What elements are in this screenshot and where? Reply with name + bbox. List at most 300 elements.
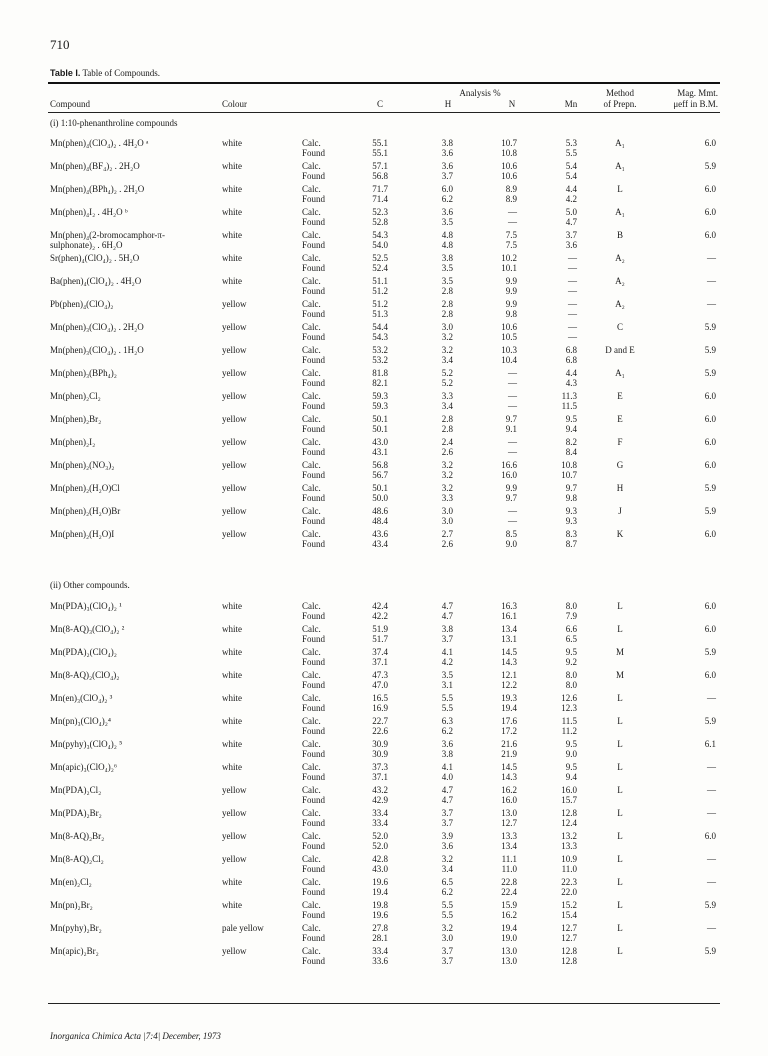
colour-cell: white — [222, 693, 242, 703]
nitrogen-calc: 9.7 — [505, 414, 517, 424]
nitrogen-calc: — — [508, 391, 517, 401]
carbon-found: 33.4 — [372, 818, 388, 828]
method-cell: M — [615, 647, 624, 657]
table-row — [0, 647, 768, 669]
carbon-calc: 43.0 — [372, 437, 388, 447]
manganese-calc: 11.5 — [561, 716, 577, 726]
hydrogen-calc: 2.4 — [441, 437, 453, 447]
nitrogen-calc: 8.9 — [505, 184, 517, 194]
carbon-calc: 54.3 — [372, 230, 388, 240]
header-method-line1: Method — [606, 88, 634, 98]
hydrogen-found: 3.7 — [441, 956, 453, 966]
colour-cell: yellow — [222, 483, 247, 493]
carbon-calc: 50.1 — [372, 414, 388, 424]
found-label: Found — [302, 864, 326, 874]
nitrogen-calc: 12.1 — [501, 670, 517, 680]
found-label: Found — [302, 355, 326, 365]
nitrogen-calc: 13.3 — [501, 831, 517, 841]
nitrogen-calc: — — [508, 207, 517, 217]
found-label: Found — [302, 332, 326, 342]
nitrogen-calc: 19.4 — [501, 923, 517, 933]
magnetic-moment-cell: — — [707, 808, 716, 818]
header-colour: Colour — [222, 99, 248, 109]
carbon-calc: 50.1 — [372, 483, 388, 493]
manganese-calc: 15.2 — [561, 900, 577, 910]
method-cell: L — [617, 716, 623, 726]
manganese-found: 11.5 — [561, 401, 577, 411]
manganese-calc: 9.3 — [565, 506, 577, 516]
nitrogen-found: 12.7 — [501, 818, 517, 828]
calc-label: Calc. — [302, 854, 321, 864]
table-row — [0, 253, 768, 275]
calc-label: Calc. — [302, 184, 321, 194]
hydrogen-found: 2.6 — [441, 447, 453, 457]
header-n: N — [508, 99, 516, 109]
table-row — [0, 138, 768, 160]
method-cell: L — [617, 762, 623, 772]
colour-cell: yellow — [222, 854, 247, 864]
carbon-found: 28.1 — [372, 933, 388, 943]
manganese-calc: — — [568, 253, 577, 263]
section-title-other: (ii) Other compounds. — [50, 580, 130, 590]
found-label: Found — [302, 726, 326, 736]
nitrogen-calc: 9.9 — [505, 483, 517, 493]
method-cell: A₁ — [615, 207, 625, 217]
nitrogen-found: 7.5 — [505, 240, 517, 250]
colour-cell: pale yellow — [222, 923, 264, 933]
manganese-calc: 12.8 — [561, 946, 577, 956]
nitrogen-found: 12.2 — [501, 680, 517, 690]
found-label: Found — [302, 148, 326, 158]
nitrogen-calc: — — [508, 368, 517, 378]
magnetic-moment-cell: 5.9 — [704, 322, 716, 332]
manganese-calc: 10.8 — [561, 460, 577, 470]
calc-label: Calc. — [302, 647, 321, 657]
manganese-found: 4.3 — [565, 378, 577, 388]
compound-name: Mn(pyhy)₂Br₂ — [50, 923, 102, 933]
hydrogen-found: 3.2 — [441, 470, 453, 480]
calc-label: Calc. — [302, 253, 321, 263]
hydrogen-calc: 3.6 — [441, 207, 453, 217]
found-label: Found — [302, 286, 326, 296]
manganese-calc: 8.2 — [565, 437, 577, 447]
carbon-found: 16.9 — [372, 703, 388, 713]
calc-label: Calc. — [302, 529, 321, 539]
carbon-found: 51.2 — [372, 286, 388, 296]
nitrogen-found: 9.8 — [505, 309, 517, 319]
carbon-found: 54.3 — [372, 332, 388, 342]
method-cell: H — [616, 483, 624, 493]
calc-label: Calc. — [302, 460, 321, 470]
carbon-calc: 42.4 — [372, 601, 388, 611]
header-h: H — [444, 99, 452, 109]
hydrogen-found: 2.8 — [441, 309, 453, 319]
calc-label: Calc. — [302, 322, 321, 332]
carbon-calc: 47.3 — [372, 670, 388, 680]
compound-name: Mn(phen)₃(ClO₄)₂ . 2H₂O — [50, 322, 144, 332]
table-row — [0, 276, 768, 298]
compound-name: Mn(8-AQ)₂Br₂ — [50, 831, 105, 841]
colour-cell: white — [222, 670, 242, 680]
manganese-found: 12.8 — [561, 956, 577, 966]
hydrogen-calc: 6.0 — [441, 184, 453, 194]
magnetic-moment-cell: — — [707, 762, 716, 772]
header-c: C — [376, 99, 383, 109]
nitrogen-found: 10.4 — [501, 355, 517, 365]
hydrogen-found: 4.0 — [441, 772, 453, 782]
magnetic-moment-cell: 6.0 — [704, 670, 716, 680]
nitrogen-calc: 10.2 — [501, 253, 517, 263]
hydrogen-found: 3.4 — [441, 355, 453, 365]
hydrogen-found: 3.2 — [441, 332, 453, 342]
colour-cell: white — [222, 624, 242, 634]
table-row — [0, 739, 768, 761]
manganese-found: — — [568, 286, 577, 296]
compound-name: Mn(8-AQ)₃(ClO₄)₂ ² — [50, 624, 125, 634]
found-label: Found — [302, 309, 326, 319]
table-row — [0, 601, 768, 623]
compound-name: Mn(PDA)₃(ClO₄)₂ ¹ — [50, 601, 122, 611]
manganese-calc: 13.2 — [561, 831, 577, 841]
nitrogen-calc: 14.5 — [501, 647, 517, 657]
method-cell: L — [617, 785, 623, 795]
manganese-found: — — [568, 263, 577, 273]
hydrogen-found: 3.5 — [441, 217, 453, 227]
nitrogen-found: 16.1 — [501, 611, 517, 621]
carbon-calc: 51.9 — [372, 624, 388, 634]
found-label: Found — [302, 749, 326, 759]
hydrogen-calc: 3.9 — [441, 831, 453, 841]
colour-cell: yellow — [222, 437, 247, 447]
hydrogen-found: 4.7 — [441, 611, 453, 621]
calc-label: Calc. — [302, 506, 321, 516]
carbon-found: 37.1 — [372, 772, 388, 782]
method-cell: A₁ — [615, 161, 625, 171]
hydrogen-calc: 6.3 — [441, 716, 453, 726]
manganese-calc: 6.6 — [565, 624, 577, 634]
nitrogen-found: 11.0 — [501, 864, 517, 874]
table-row — [0, 716, 768, 738]
found-label: Found — [302, 611, 326, 621]
hydrogen-calc: 3.2 — [441, 345, 453, 355]
manganese-calc: 6.8 — [565, 345, 577, 355]
carbon-calc: 27.8 — [372, 923, 388, 933]
method-cell: G — [616, 460, 624, 470]
hydrogen-found: 3.7 — [441, 818, 453, 828]
carbon-found: 53.2 — [372, 355, 388, 365]
colour-cell: yellow — [222, 414, 247, 424]
carbon-calc: 59.3 — [372, 391, 388, 401]
table-row — [0, 946, 768, 968]
carbon-calc: 37.4 — [372, 647, 388, 657]
table-row — [0, 483, 768, 505]
table-row — [0, 368, 768, 390]
manganese-found: 9.4 — [565, 772, 577, 782]
table-caption — [50, 68, 160, 78]
method-cell: D and E — [605, 345, 635, 355]
hydrogen-calc: 4.1 — [441, 762, 453, 772]
hydrogen-found: 5.5 — [441, 910, 453, 920]
calc-label: Calc. — [302, 601, 321, 611]
manganese-calc: 9.5 — [565, 762, 577, 772]
manganese-calc: 8.0 — [565, 670, 577, 680]
nitrogen-calc: 10.7 — [501, 138, 517, 148]
manganese-found: 9.4 — [565, 424, 577, 434]
journal-footer: Inorganica Chimica Acta |7:4| December, 1973 — [50, 1031, 221, 1041]
carbon-found: 43.1 — [372, 447, 388, 457]
hydrogen-found: 3.6 — [441, 841, 453, 851]
hydrogen-calc: 4.8 — [441, 230, 453, 240]
colour-cell: white — [222, 877, 242, 887]
calc-label: Calc. — [302, 831, 321, 841]
method-cell: J — [618, 506, 622, 516]
carbon-found: 52.4 — [372, 263, 388, 273]
hydrogen-calc: 5.2 — [441, 368, 453, 378]
calc-label: Calc. — [302, 207, 321, 217]
manganese-calc: 22.3 — [561, 877, 577, 887]
method-cell: A₁ — [615, 368, 625, 378]
manganese-found: 7.9 — [565, 611, 577, 621]
hydrogen-calc: 5.5 — [441, 900, 453, 910]
section-title-phenanthroline: (i) 1:10-phenanthroline compounds — [50, 118, 178, 128]
table-row — [0, 437, 768, 459]
carbon-found: 22.6 — [372, 726, 388, 736]
manganese-found: 10.7 — [561, 470, 577, 480]
method-cell: K — [616, 529, 624, 539]
compound-name: Mn(apic)₂Br₂ — [50, 946, 99, 956]
carbon-found: 56.7 — [372, 470, 388, 480]
colour-cell: yellow — [222, 322, 247, 332]
nitrogen-found: 10.8 — [501, 148, 517, 158]
nitrogen-calc: 21.6 — [501, 739, 517, 749]
table-row — [0, 831, 768, 853]
calc-label: Calc. — [302, 877, 321, 887]
calc-label: Calc. — [302, 368, 321, 378]
nitrogen-calc: 16.2 — [501, 785, 517, 795]
magnetic-moment-cell: — — [707, 923, 716, 933]
nitrogen-found: 19.4 — [501, 703, 517, 713]
magnetic-moment-cell: — — [707, 253, 716, 263]
table-label: Table I. — [50, 68, 81, 78]
method-cell: A₂ — [615, 299, 625, 309]
carbon-found: 37.1 — [372, 657, 388, 667]
carbon-found: 82.1 — [372, 378, 388, 388]
hydrogen-found: 5.2 — [441, 378, 453, 388]
carbon-calc: 30.9 — [372, 739, 388, 749]
hydrogen-calc: 6.5 — [441, 877, 453, 887]
magnetic-moment-cell: 6.0 — [704, 138, 716, 148]
magnetic-moment-cell: 5.9 — [704, 483, 716, 493]
nitrogen-calc: — — [508, 437, 517, 447]
method-cell: L — [617, 693, 623, 703]
colour-cell: white — [222, 716, 242, 726]
magnetic-moment-cell: 5.9 — [704, 946, 716, 956]
magnetic-moment-cell: 5.9 — [704, 506, 716, 516]
manganese-found: 9.0 — [565, 749, 577, 759]
hydrogen-calc: 3.3 — [441, 391, 453, 401]
found-label: Found — [302, 956, 326, 966]
found-label: Found — [302, 194, 326, 204]
nitrogen-found: 9.9 — [505, 286, 517, 296]
carbon-found: 33.6 — [372, 956, 388, 966]
hydrogen-found: 6.2 — [441, 887, 453, 897]
method-cell: L — [617, 923, 623, 933]
found-label: Found — [302, 841, 326, 851]
header-rule — [48, 112, 720, 113]
calc-label: Calc. — [302, 762, 321, 772]
manganese-calc: — — [568, 322, 577, 332]
table-row — [0, 299, 768, 321]
nitrogen-found: 14.3 — [501, 657, 517, 667]
hydrogen-calc: 3.5 — [441, 276, 453, 286]
carbon-calc: 33.4 — [372, 808, 388, 818]
colour-cell: yellow — [222, 368, 247, 378]
nitrogen-found: — — [508, 401, 517, 411]
carbon-calc: 57.1 — [372, 161, 388, 171]
compound-name: Mn(PDA)₂Br₂ — [50, 808, 102, 818]
manganese-calc: — — [568, 299, 577, 309]
found-label: Found — [302, 447, 326, 457]
found-label: Found — [302, 887, 326, 897]
header-mag-line2: μeff in B.M. — [673, 99, 718, 109]
hydrogen-calc: 2.7 — [441, 529, 453, 539]
hydrogen-calc: 3.6 — [441, 739, 453, 749]
table-caption-text: Table of Compounds. — [82, 68, 161, 78]
found-label: Found — [302, 217, 326, 227]
table-row — [0, 785, 768, 807]
compound-name: Sr(phen)₄(ClO₄)₂ . 5H₂O — [50, 253, 140, 263]
carbon-calc: 56.8 — [372, 460, 388, 470]
hydrogen-found: 3.0 — [441, 933, 453, 943]
magnetic-moment-cell: 6.0 — [704, 391, 716, 401]
hydrogen-calc: 3.2 — [441, 923, 453, 933]
magnetic-moment-cell: 6.0 — [704, 624, 716, 634]
colour-cell: yellow — [222, 345, 247, 355]
colour-cell: yellow — [222, 808, 247, 818]
colour-cell: white — [222, 900, 242, 910]
nitrogen-calc: 17.6 — [501, 716, 517, 726]
hydrogen-found: 3.4 — [441, 401, 453, 411]
found-label: Found — [302, 933, 326, 943]
found-label: Found — [302, 680, 326, 690]
calc-label: Calc. — [302, 414, 321, 424]
hydrogen-found: 3.8 — [441, 749, 453, 759]
hydrogen-found: 2.6 — [441, 539, 453, 549]
compound-name-line2: sulphonate)₂ . 6H₂O — [50, 240, 123, 250]
magnetic-moment-cell: 6.0 — [704, 529, 716, 539]
colour-cell: white — [222, 762, 242, 772]
manganese-found: 15.7 — [561, 795, 577, 805]
nitrogen-found: 21.9 — [501, 749, 517, 759]
nitrogen-found: — — [508, 378, 517, 388]
magnetic-moment-cell: — — [707, 877, 716, 887]
manganese-found: 8.4 — [565, 447, 577, 457]
hydrogen-found: 4.2 — [441, 657, 453, 667]
nitrogen-found: 14.3 — [501, 772, 517, 782]
calc-label: Calc. — [302, 670, 321, 680]
carbon-calc: 37.3 — [372, 762, 388, 772]
hydrogen-found: 3.3 — [441, 493, 453, 503]
table-row — [0, 230, 768, 252]
compound-name: Mn(PDA)₂(ClO₄)₂ — [50, 647, 117, 657]
magnetic-moment-cell: — — [707, 785, 716, 795]
method-cell: A₂ — [615, 276, 625, 286]
nitrogen-found: — — [508, 217, 517, 227]
nitrogen-calc: 15.9 — [501, 900, 517, 910]
colour-cell: white — [222, 647, 242, 657]
compound-name: Mn(phen)₃(ClO₄)₂ . 1H₂O — [50, 345, 144, 355]
carbon-found: 42.9 — [372, 795, 388, 805]
carbon-found: 54.0 — [372, 240, 388, 250]
compound-name: Mn(pn)₂Br₂ — [50, 900, 93, 910]
hydrogen-found: 2.8 — [441, 286, 453, 296]
method-cell: L — [617, 624, 623, 634]
manganese-calc: 5.3 — [565, 138, 577, 148]
found-label: Found — [302, 470, 326, 480]
colour-cell: yellow — [222, 831, 247, 841]
magnetic-moment-cell: — — [707, 276, 716, 286]
manganese-calc: 5.0 — [565, 207, 577, 217]
manganese-calc: 16.0 — [561, 785, 577, 795]
found-label: Found — [302, 795, 326, 805]
compound-name: Mn(phen)₄(2-bromocamphor-π- — [50, 230, 165, 240]
manganese-found: 12.3 — [561, 703, 577, 713]
compound-name: Mn(8-AQ)₂(ClO₄)₂ — [50, 670, 120, 680]
carbon-calc: 55.1 — [372, 138, 388, 148]
nitrogen-found: 9.1 — [505, 424, 517, 434]
found-label: Found — [302, 401, 326, 411]
header-compound: Compound — [50, 99, 91, 109]
carbon-calc: 51.1 — [372, 276, 388, 286]
calc-label: Calc. — [302, 946, 321, 956]
hydrogen-found: 3.0 — [441, 516, 453, 526]
table-row — [0, 391, 768, 413]
manganese-found: 9.8 — [565, 493, 577, 503]
carbon-found: 56.8 — [372, 171, 388, 181]
manganese-found: 5.5 — [565, 148, 577, 158]
manganese-calc: 9.5 — [565, 414, 577, 424]
calc-label: Calc. — [302, 391, 321, 401]
nitrogen-calc: 7.5 — [505, 230, 517, 240]
method-cell: L — [617, 854, 623, 864]
nitrogen-calc: 13.4 — [501, 624, 517, 634]
table-row — [0, 624, 768, 646]
carbon-calc: 43.2 — [372, 785, 388, 795]
nitrogen-found: 10.6 — [501, 171, 517, 181]
colour-cell: yellow — [222, 506, 247, 516]
manganese-found: 4.7 — [565, 217, 577, 227]
nitrogen-found: 13.1 — [501, 634, 517, 644]
compound-name: Mn(apic)₃(ClO₄)₂⁶ — [50, 762, 118, 772]
nitrogen-calc: 16.3 — [501, 601, 517, 611]
colour-cell: yellow — [222, 460, 247, 470]
nitrogen-found: 9.7 — [505, 493, 517, 503]
compound-name: Mn(phen)₂(H₂O)I — [50, 529, 115, 539]
nitrogen-found: 19.0 — [501, 933, 517, 943]
found-label: Found — [302, 240, 326, 250]
manganese-found: 12.7 — [561, 933, 577, 943]
hydrogen-calc: 3.2 — [441, 483, 453, 493]
magnetic-moment-cell: — — [707, 299, 716, 309]
nitrogen-found: 17.2 — [501, 726, 517, 736]
compound-name: Mn(phen)₄(BF₄)₂ . 2H₂O — [50, 161, 140, 171]
manganese-calc: 12.7 — [561, 923, 577, 933]
found-label: Found — [302, 703, 326, 713]
carbon-calc: 51.2 — [372, 299, 388, 309]
carbon-found: 43.0 — [372, 864, 388, 874]
manganese-found: 6.8 — [565, 355, 577, 365]
magnetic-moment-cell: 5.9 — [704, 345, 716, 355]
